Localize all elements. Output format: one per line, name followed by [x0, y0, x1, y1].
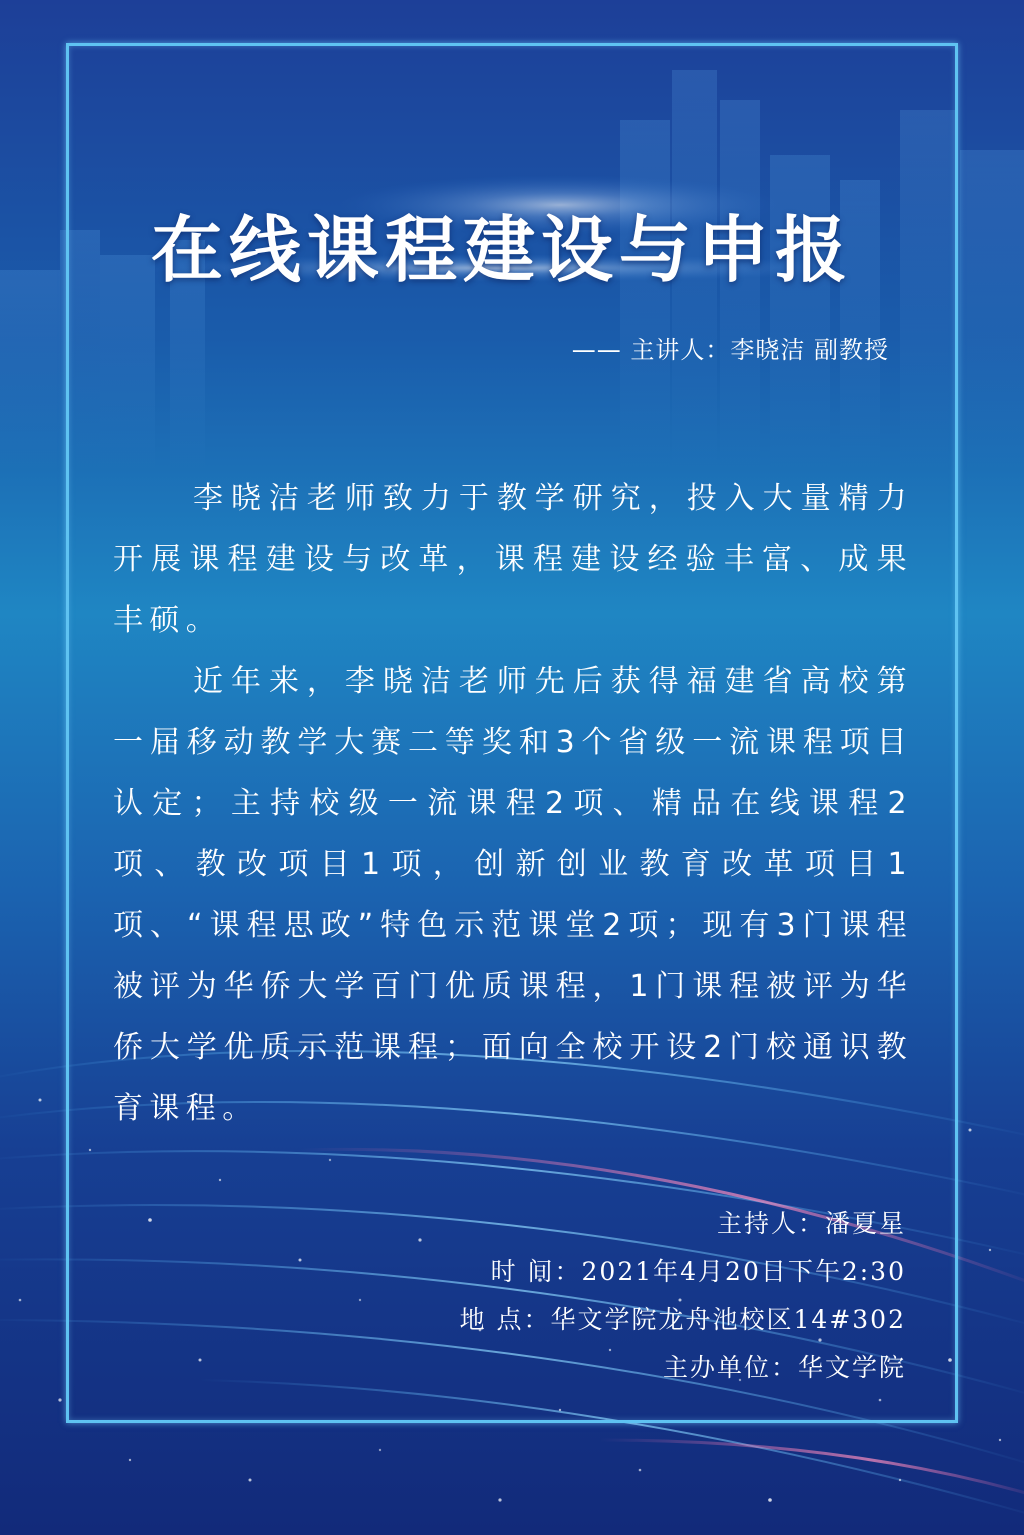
intro-paragraph-2: 近年来，李晓洁老师先后获得福建省高校第一届移动教学大赛二等奖和3个省级一流课程项目认定；主持校级一流课程2项、精品在线课程2项、教改项目1项，创新创业教育改革项目1项、“课程思政”特色示范课堂2项；现有3门课程被评为华侨大学百门优质课程，1门课程被评为华侨大学优质示范课程；面向全校开设2门校通识教育课程。: [113, 664, 913, 1126]
host-row: [460, 1200, 906, 1248]
place-row: [460, 1296, 906, 1344]
organizer-row: [460, 1344, 906, 1392]
poster-title: 在线课程建设与申报: [150, 208, 853, 292]
host-label: 主持人：: [716, 1209, 825, 1238]
place-value: 华文学院龙舟池校区14#302: [550, 1305, 906, 1334]
time-value: 2021年4月20日下午2:30: [581, 1257, 906, 1286]
organizer-label: 主办单位：: [662, 1353, 798, 1382]
event-info: [460, 1200, 906, 1392]
place-label: 地 点：: [459, 1305, 551, 1334]
time-label: 时 间：: [490, 1257, 582, 1286]
speaker-line: —— 主讲人：李晓洁 副教授: [571, 336, 889, 364]
host-value: 潘夏星: [824, 1209, 906, 1238]
organizer-value: 华文学院: [797, 1353, 906, 1382]
time-row: [460, 1248, 906, 1296]
intro-paragraph-1: 李晓洁老师致力于教学研究，投入大量精力开展课程建设与改革，课程建设经验丰富、成果丰硕。: [113, 481, 913, 638]
intro-text: [113, 468, 913, 1139]
